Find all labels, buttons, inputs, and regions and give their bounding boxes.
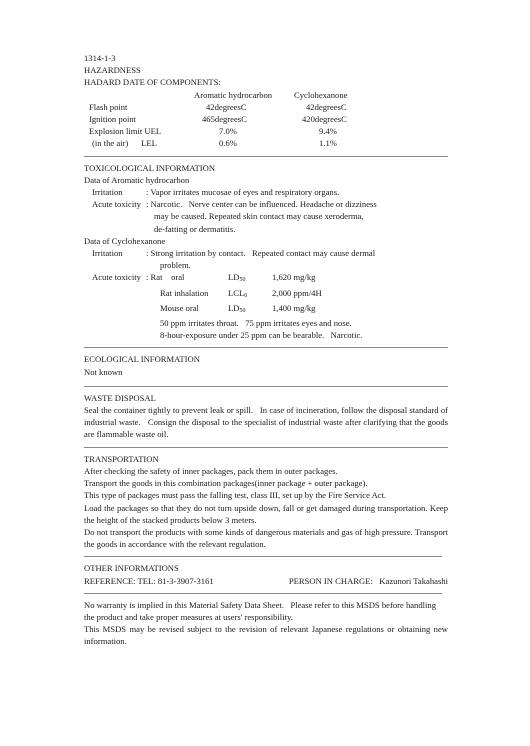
other-heading: OTHER INFORMATIONS xyxy=(84,563,179,574)
table-row xyxy=(84,125,394,137)
ld-entry xyxy=(84,287,448,302)
transport-paragraph: This type of packages must pass the falling test, class III, set up by the Fire Service Act. xyxy=(84,490,387,501)
reference-phone: REFERENCE: TEL: 81-3-3907-3161 xyxy=(84,575,214,586)
ld-measure-sub: 0 xyxy=(244,292,248,299)
table-row xyxy=(84,101,394,113)
ld-value: 2,000 ppm/4H xyxy=(272,287,322,298)
row-label: Acute toxicity xyxy=(92,199,141,210)
divider xyxy=(84,156,448,157)
row-label: Flash point xyxy=(89,101,128,112)
row-label: Acute toxicity xyxy=(92,272,141,283)
waste-text: Seal the container tightly to prevent leak or spill. In case of incineration, follow the disposal standard of industrial waste. Consign the disposal to the specialist of industrial waste after clarifying that the goods are flammable waste oil. xyxy=(84,405,451,440)
ld-measure-text: LD xyxy=(228,302,240,313)
hazard-subheading: HADARD DATE OF COMPONENTS: xyxy=(84,77,221,88)
msds-page xyxy=(84,52,451,648)
ld-species: Rat inhalation xyxy=(160,287,209,298)
cell-value: 7.0% xyxy=(219,126,237,137)
table-row xyxy=(84,137,394,149)
ld-value: 1,400 mg/kg xyxy=(272,302,316,313)
tox-note: 50 ppm irritates throat. 75 ppm irritates eyes and nose. xyxy=(160,318,352,329)
aromatic-data-title: Data of Aromatic hydrocarbon xyxy=(84,174,190,185)
row-text: : Vapor irritates mucosae of eyes and respiratory organs. xyxy=(146,187,340,198)
transport-paragraph: After checking the safety of inner packages, pack them in outer packages. xyxy=(84,465,338,476)
cell-value: 42degreesC xyxy=(306,101,347,112)
components-table xyxy=(84,89,394,150)
cell-value: 465degreesC xyxy=(202,114,247,125)
aromatic-acute-row xyxy=(84,198,448,210)
row-label: Explosion limit UEL xyxy=(89,126,162,137)
ld-species: : Rat oral xyxy=(146,272,185,283)
ld-measure-sub: 50 xyxy=(239,307,246,314)
cell-value: 420degreesC xyxy=(302,114,347,125)
aromatic-irritation-row xyxy=(84,186,448,198)
ld-species: Mouse oral xyxy=(160,302,199,313)
eco-heading: ECOLOGICAL INFORMATION xyxy=(84,354,200,365)
column-header: Cyclohexanone xyxy=(294,89,348,100)
transport-paragraph: Load the packages so that they do not turn upside down, fall or get damaged during transportation. Keep the height of the stacked products below 3 meters. xyxy=(84,502,448,525)
row-text: : Narcotic. Nerve center can be influenced. Headache or dizziness xyxy=(146,199,377,210)
ld-entry xyxy=(146,271,315,286)
cell-value: 9.4% xyxy=(319,126,337,137)
divider xyxy=(84,447,448,448)
table-row xyxy=(84,113,394,125)
cyclo-acute-row xyxy=(84,271,448,286)
ld-measure xyxy=(228,287,272,302)
cyclohexanone-data-title: Data of Cyclohexanone xyxy=(84,235,166,246)
hazard-heading: HAZARDNESS xyxy=(84,65,141,76)
divider xyxy=(84,347,448,348)
divider xyxy=(84,556,442,557)
cell-value: 0.6% xyxy=(219,138,237,149)
column-header: Aromatic hydrocarbon xyxy=(194,89,273,100)
transport-paragraph: Transport the goods in this combination packages(inner package + outer package). xyxy=(84,478,368,489)
tox-note: 8-hour-exposure under 25 ppm can be bearable. Narcotic. xyxy=(160,330,363,341)
aromatic-acute-continued: may be caused. Repeated skin contact may cause xeroderma, xyxy=(154,211,364,222)
eco-text: Not known xyxy=(84,366,123,377)
divider xyxy=(84,386,448,387)
tox-heading: TOXICOLOGICAL INFORMATION xyxy=(84,162,216,173)
ld-measure xyxy=(228,271,272,286)
transport-paragraph: Do not transport the products with some kinds of dangerous materials and gas of high pressure. Transport the goods in accordance with the relevant regulation. xyxy=(84,526,448,550)
row-label: (in the air) LEL xyxy=(92,138,157,149)
reference-row xyxy=(84,575,448,587)
disclaimer-paragraph: No warranty is implied in this Material Safety Data Sheet. Please refer to this MSDS before handling the product and take proper measures at users' responsibility. xyxy=(84,599,439,622)
ld-measure-text: LCL xyxy=(228,287,245,298)
cyclo-irritation-row xyxy=(84,247,448,259)
disclaimer-paragraph: This MSDS may be revised subject to the revision of relevant Japanese regulations or obtaining new information. xyxy=(84,624,448,647)
row-label: Irritation xyxy=(92,187,123,198)
row-text: : Strong irritation by contact. Repeated contact may cause dermal xyxy=(146,248,376,259)
row-label: Ignition point xyxy=(89,114,137,125)
ld-value: 1,620 mg/kg xyxy=(272,272,316,283)
cyclo-irritation-continued: problem. xyxy=(160,260,191,271)
ld-measure-sub: 50 xyxy=(239,277,246,284)
transport-heading: TRANSPORTATION xyxy=(84,453,159,464)
aromatic-acute-continued: de-fatting or dermatitis. xyxy=(154,223,236,234)
person-in-charge: PERSON IN CHARGE: Kazunori Takahashi xyxy=(288,575,448,586)
ld-measure-text: LD xyxy=(228,272,240,283)
cell-value: 1.1% xyxy=(319,138,337,149)
ld-entry xyxy=(84,302,448,317)
ld-measure xyxy=(228,302,272,317)
components-header-row xyxy=(84,89,394,101)
divider xyxy=(84,593,442,594)
document-id: 1314-1-3 xyxy=(84,53,116,63)
cell-value: 42degreesC xyxy=(206,101,247,112)
row-label: Irritation xyxy=(92,248,123,259)
waste-heading: WASTE DISPOSAL xyxy=(84,392,156,403)
